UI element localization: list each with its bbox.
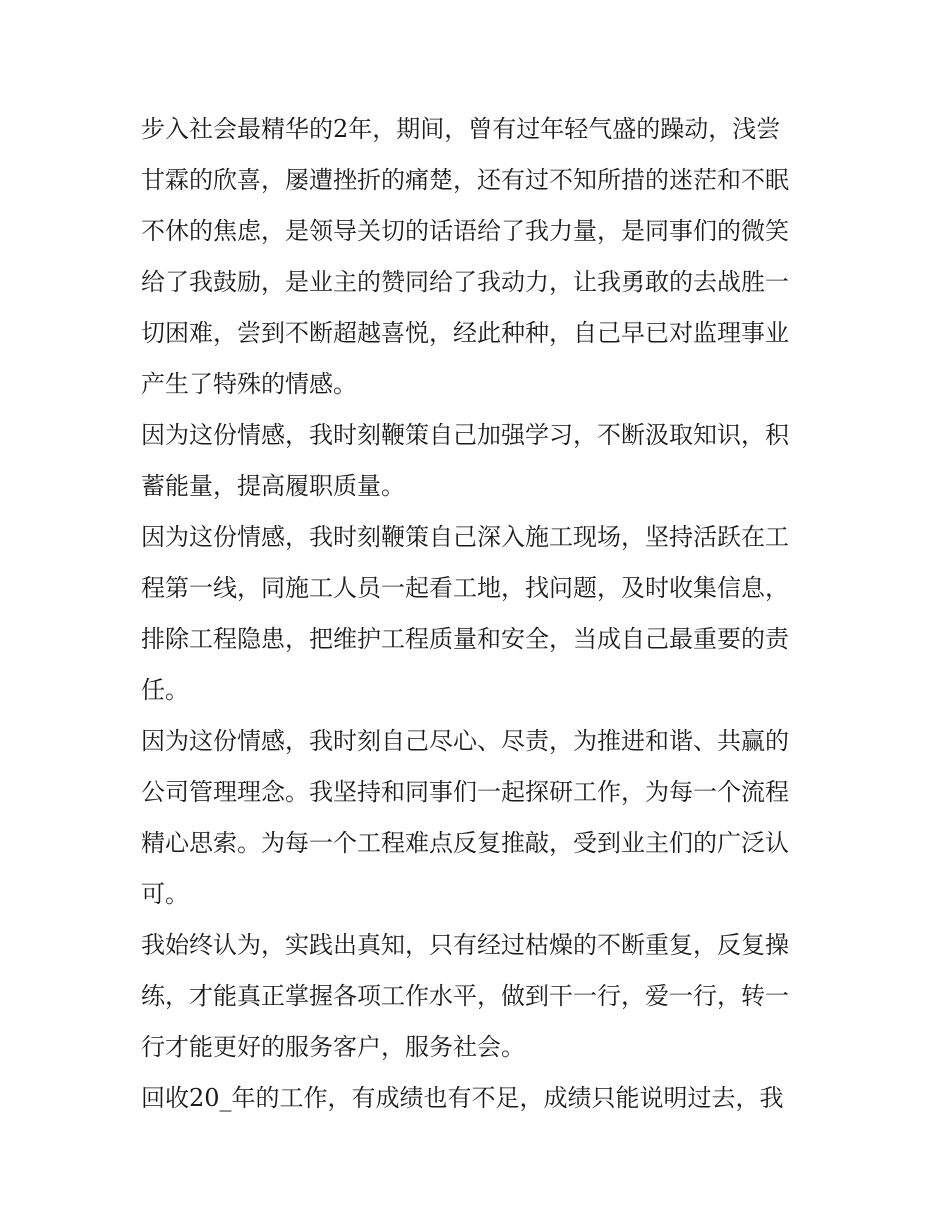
text-line: 产生了特殊的情感。 xyxy=(141,370,357,398)
text-line: 任。 xyxy=(141,676,189,704)
text-line: 因为这份情感，我时刻鞭策自己加强学习，不断汲取知识，积 xyxy=(141,421,789,449)
text-line: 因为这份情感，我时刻自己尽心、尽责，为推进和谐、共赢的 xyxy=(141,727,789,755)
text-line: 甘霖的欣喜，屡遭挫折的痛楚，还有过不知所措的迷茫和不眠 xyxy=(141,166,789,194)
text-line: 可。 xyxy=(141,880,189,908)
text-line: 回收20_年的工作，有成绩也有不足，成绩只能说明过去，我 xyxy=(141,1084,784,1112)
text-line: 程第一线，同施工人员一起看工地，找问题，及时收集信息， xyxy=(141,574,789,602)
text-line: 给了我鼓励，是业主的赞同给了我动力，让我勇敢的去战胜一 xyxy=(141,268,789,296)
text-line: 因为这份情感，我时刻鞭策自己深入施工现场，坚持活跃在工 xyxy=(141,523,789,551)
text-line: 我始终认为，实践出真知，只有经过枯燥的不断重复，反复操 xyxy=(141,931,789,959)
text-line: 练，才能真正掌握各项工作水平，做到干一行，爱一行，转一 xyxy=(141,982,789,1010)
text-line: 步入社会最精华的2年，期间，曾有过年轻气盛的躁动，浅尝 xyxy=(141,115,781,143)
text-line: 蓄能量，提高履职质量。 xyxy=(141,472,405,500)
text-line: 行才能更好的服务客户，服务社会。 xyxy=(141,1033,525,1061)
document-body xyxy=(141,104,821,1124)
text-line: 排除工程隐患，把维护工程质量和安全，当成自己最重要的责 xyxy=(141,625,789,653)
text-line: 精心思索。为每一个工程难点反复推敲，受到业主们的广泛认 xyxy=(141,829,789,857)
text-line: 切困难，尝到不断超越喜悦，经此种种，自己早已对监理事业 xyxy=(141,319,789,347)
text-line: 不休的焦虑，是领导关切的话语给了我力量，是同事们的微笑 xyxy=(141,217,789,245)
text-line: 公司管理理念。我坚持和同事们一起探研工作，为每一个流程 xyxy=(141,778,789,806)
